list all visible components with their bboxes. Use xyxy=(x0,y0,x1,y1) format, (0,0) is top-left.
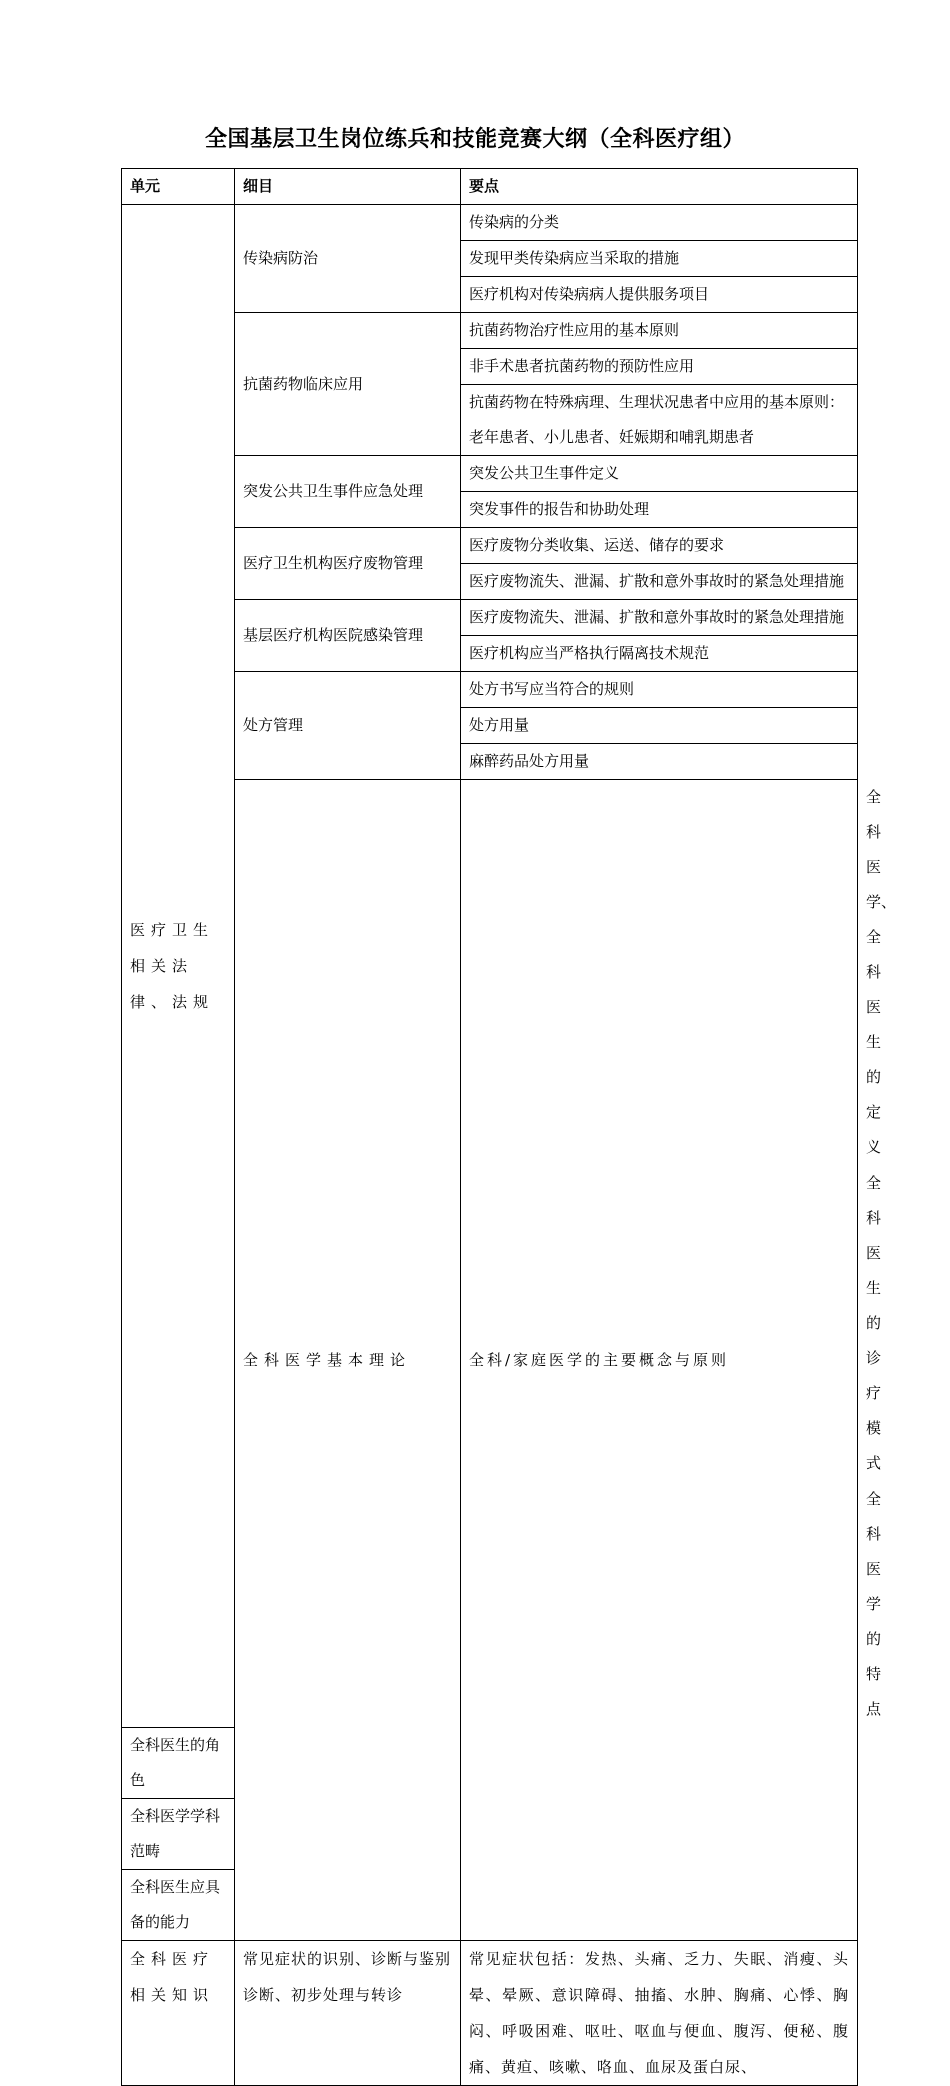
point-cell: 抗菌药物在特殊病理、生理状况患者中应用的基本原则：老年患者、小儿患者、妊娠期和哺乳期患者 xyxy=(461,385,858,456)
document-title: 全国基层卫生岗位练兵和技能竞赛大纲（全科医疗组） xyxy=(204,126,745,152)
header-item: 细目 xyxy=(235,169,461,205)
table-row: 全科医学的特点 xyxy=(866,1490,882,1718)
point-cell: 突发事件的报告和协助处理 xyxy=(461,492,858,528)
point-cell: 处方用量 xyxy=(461,708,858,744)
item-cell: 处方管理 xyxy=(235,672,461,780)
outline-table xyxy=(121,168,897,2086)
table-row: 全科医生的诊疗模式 xyxy=(866,1174,882,1472)
table-header-row xyxy=(122,169,858,205)
item-cell: 基层医疗机构医院感染管理 xyxy=(235,600,461,672)
unit-cell: 全科医疗相关知识 xyxy=(122,1941,235,2086)
point-cell: 发现甲类传染病应当采取的措施 xyxy=(461,241,858,277)
item-cell: 传染病防治 xyxy=(235,205,461,313)
point-cell: 麻醉药品处方用量 xyxy=(461,744,858,780)
point-cell: 抗菌药物治疗性应用的基本原则 xyxy=(461,313,858,349)
point-cell: 医疗机构应当严格执行隔离技术规范 xyxy=(461,636,858,672)
item-cell: 突发公共卫生事件应急处理 xyxy=(235,456,461,528)
point-cell: 常见症状包括：发热、头痛、乏力、失眠、消瘦、头晕、晕厥、意识障碍、抽搐、水肿、胸痛、心悸、胸闷、呼吸困难、呕吐、呕血与便血、腹泻、便秘、腹痛、黄疸、咳嗽、咯血、血尿及蛋白尿、 xyxy=(461,1941,858,2086)
item-cell: 医疗卫生机构医疗废物管理 xyxy=(235,528,461,600)
point-cell: 医疗机构对传染病病人提供服务项目 xyxy=(461,277,858,313)
table-row xyxy=(122,1941,858,2086)
table-row: 全科医学基本理论 全科/家庭医学的主要概念与原则 全科医学、全科医生的定义 xyxy=(122,780,858,1166)
point-cell: 全科医学学科范畴 xyxy=(122,1799,235,1870)
point-cell: 医疗废物流失、泄漏、扩散和意外事故时的紧急处理措施 xyxy=(461,600,858,636)
item-cell: 常见症状的识别、诊断与鉴别诊断、初步处理与转诊 xyxy=(235,1941,461,2086)
header-unit: 单元 xyxy=(122,169,235,205)
item-cell: 抗菌药物临床应用 xyxy=(235,313,461,456)
point-cell: 全科医生应具备的能力 xyxy=(122,1870,235,1941)
point-cell: 突发公共卫生事件定义 xyxy=(461,456,858,492)
point-cell: 医疗废物流失、泄漏、扩散和意外事故时的紧急处理措施 xyxy=(461,564,858,600)
point-cell: 非手术患者抗菌药物的预防性应用 xyxy=(461,349,858,385)
point-cell: 医疗废物分类收集、运送、储存的要求 xyxy=(461,528,858,564)
unit-cell: 全科医学基本理论 xyxy=(235,780,461,1941)
item-cell: 全科/家庭医学的主要概念与原则 xyxy=(461,780,858,1941)
header-points: 要点 xyxy=(461,169,858,205)
point-cell: 传染病的分类 xyxy=(461,205,858,241)
unit-cell: 医疗卫生相关法律、法规 xyxy=(122,205,235,1728)
table-row xyxy=(122,205,858,241)
point-cell: 处方书写应当符合的规则 xyxy=(461,672,858,708)
point-cell: 全科医生的角色 xyxy=(122,1728,235,1799)
